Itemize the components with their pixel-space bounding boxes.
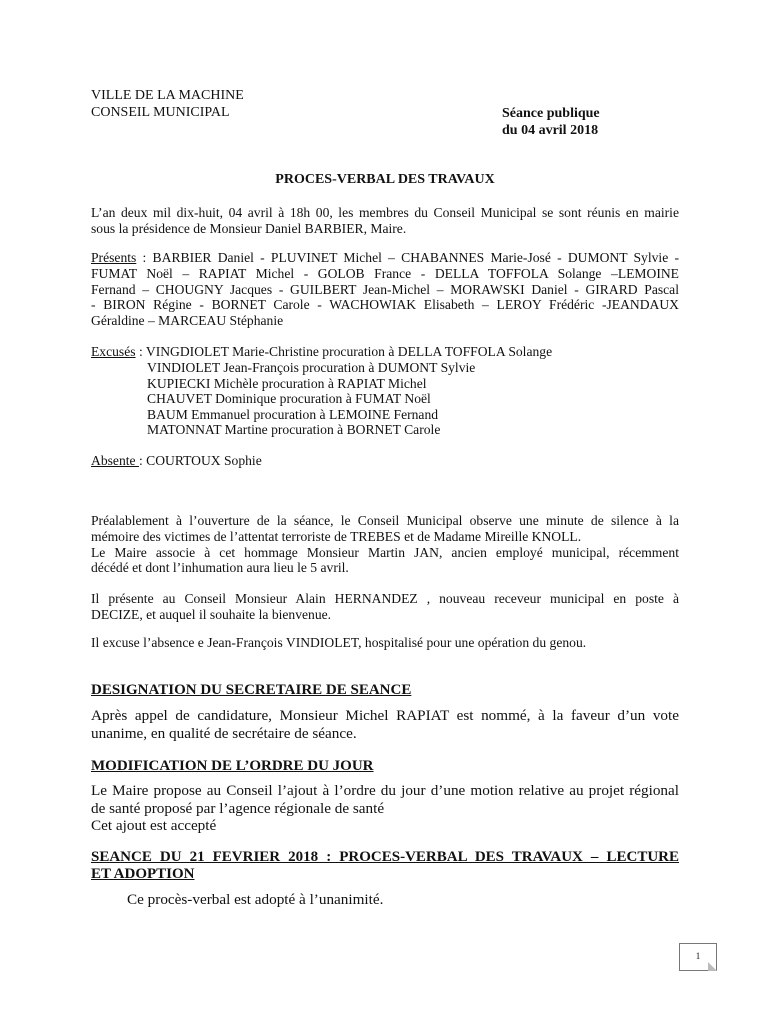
presents-line: Géraldine – MARCEAU Stéphanie: [91, 313, 284, 329]
intro-line: L’an deux mil dix-huit, 04 avril à 18h 00, les membres du Conseil Municipal se sont réunis en mairie: [91, 205, 679, 220]
page-number: 1: [695, 951, 701, 961]
excuses-list: [147, 360, 475, 438]
page-fold-icon: [708, 962, 717, 971]
excuse-item: : VINGDIOLET Marie-Christine procuration à DELLA TOFFOLA Solange: [135, 344, 553, 359]
section-title-agenda: MODIFICATION DE L’ORDRE DU JOUR: [91, 758, 374, 774]
receiver-paragraph: [91, 591, 679, 623]
document-title: PROCES-VERBAL DES TRAVAUX: [275, 172, 495, 187]
section-title-line: ET ADOPTION: [91, 866, 195, 882]
session-type: Séance publique: [502, 106, 600, 121]
paragraph-line: unanime, en qualité de secrétaire de séance.: [91, 724, 357, 742]
paragraph-line: Cet ajout est accepté: [91, 817, 217, 835]
section-title-line: SEANCE DU 21 FEVRIER 2018 : PROCES-VERBAL DES TRAVAUX – LECTURE: [91, 849, 679, 865]
tribute-paragraph: [91, 513, 679, 576]
page-number-box: [679, 943, 717, 971]
paragraph-line: mémoire des victimes de l’attentat terroriste de TREBES et de Madame Mireille KNOLL.: [91, 528, 582, 544]
intro-line: sous la présidence de Monsieur Daniel BARBIER, Maire.: [91, 220, 407, 236]
paragraph-line: Le Maire propose au Conseil l’ajout à l’ordre du jour d’une motion relative au projet régional: [91, 782, 679, 799]
presents-line: : BARBIER Daniel - PLUVINET Michel – CHABANNES Marie-José - DUMONT Sylvie -: [136, 250, 679, 265]
council-name: CONSEIL MUNICIPAL: [91, 105, 230, 120]
excuse-item: BAUM Emmanuel procuration à LEMOINE Fernand: [147, 406, 439, 422]
absent-name: : COURTOUX Sophie: [138, 453, 262, 468]
presents-line: - BIRON Régine - BORNET Carole - WACHOWIAK Elisabeth – LEROY Frédéric -JEANDAUX: [91, 297, 679, 313]
section-title-minutes: [91, 849, 679, 883]
excuses-label: Excusés: [91, 344, 136, 359]
excuse-item: MATONNAT Martine procuration à BORNET Carole: [147, 422, 441, 438]
paragraph-line: Il présente au Conseil Monsieur Alain HERNANDEZ , nouveau receveur municipal en poste à: [91, 591, 679, 606]
excuses-first-line: [91, 344, 691, 360]
presents-label: Présents: [91, 250, 137, 265]
absence-paragraph: Il excuse l’absence e Jean-François VINDIOLET, hospitalisé pour une opération du genou.: [91, 635, 587, 650]
presents-line: Fernand – CHOUGNY Jacques - GUILBERT Jean-Michel – MORAWSKI Daniel - GIRARD Pascal: [91, 281, 679, 297]
intro-paragraph: [91, 205, 679, 237]
absent-line: [91, 453, 262, 469]
attendees-present: [91, 250, 679, 329]
session-date: du 04 avril 2018: [502, 123, 599, 138]
paragraph-line: de santé proposé par l’agence régionale de santé: [91, 799, 385, 817]
minutes-adopted-text: Ce procès-verbal est adopté à l’unanimité.: [127, 891, 384, 908]
section-title-secretary: DESIGNATION DU SECRETAIRE DE SEANCE: [91, 682, 412, 698]
paragraph-line: Préalablement à l’ouverture de la séance, le Conseil Municipal observe une minute de silence à la: [91, 513, 679, 528]
paragraph-line: DECIZE, et auquel il souhaite la bienvenue.: [91, 606, 332, 622]
secretary-paragraph: [91, 707, 679, 742]
excuse-item: CHAUVET Dominique procuration à FUMAT Noël: [147, 391, 431, 407]
city-name: VILLE DE LA MACHINE: [91, 88, 244, 103]
absent-label: Absente: [91, 453, 139, 468]
paragraph-line: décédé et dont l’inhumation aura lieu le 5 avril.: [91, 560, 349, 576]
excuse-item: VINDIOLET Jean-François procuration à DUMONT Sylvie: [147, 360, 476, 375]
paragraph-line: Après appel de candidature, Monsieur Michel RAPIAT est nommé, à la faveur d’un vote: [91, 707, 679, 724]
paragraph-line: Le Maire associe à cet hommage Monsieur Martin JAN, ancien employé municipal, récemment: [91, 544, 679, 560]
presents-line: FUMAT Noël – RAPIAT Michel - GOLOB France - DELLA TOFFOLA Solange –LEMOINE: [91, 265, 679, 281]
agenda-paragraph: [91, 782, 679, 835]
excuse-item: KUPIECKI Michèle procuration à RAPIAT Michel: [147, 375, 427, 391]
